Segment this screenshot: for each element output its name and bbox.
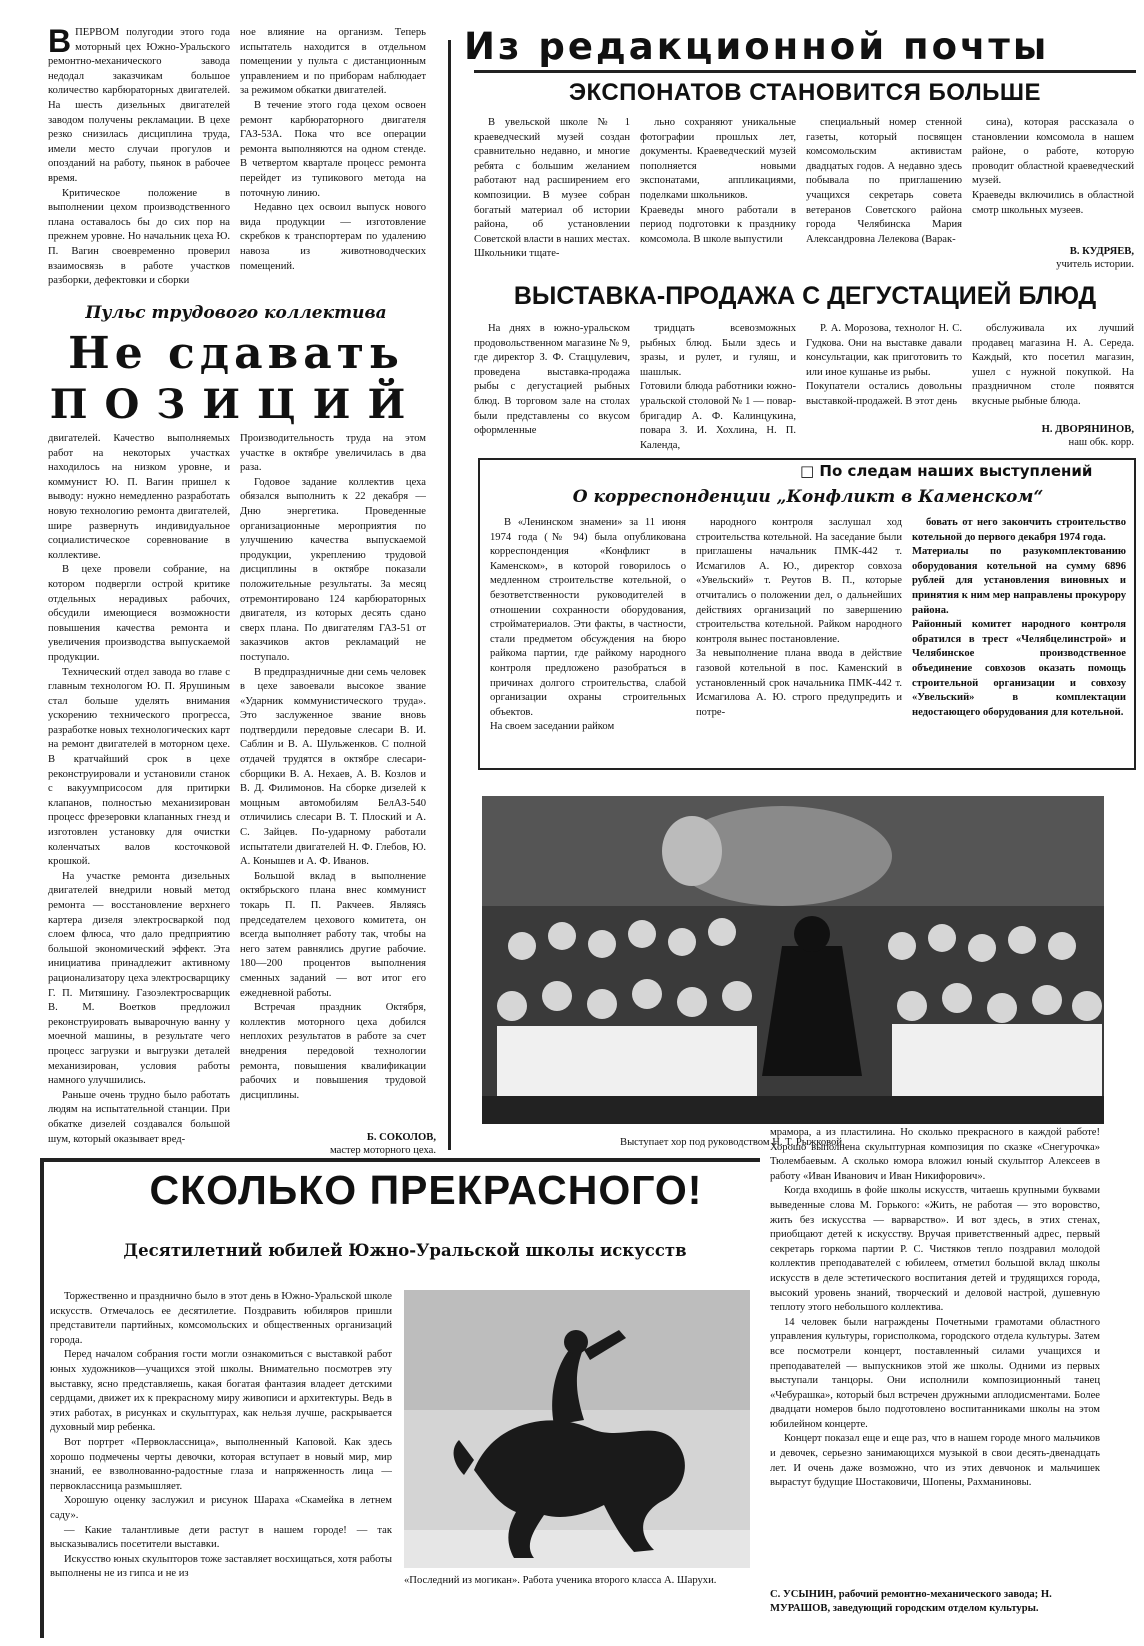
art-paragraph: Торжественно и празднично было в этот день в Южно-Уральской школе искусств. Отмечалось ее десятилетие. Поздравить юбиляров пришли представители партийных, комсомольских и общественных организаций города. (50, 1291, 392, 1346)
sculpture-photo-caption: «Последний из могикан». Работа ученика второго класса А. Шарухи. (404, 1575, 717, 1586)
sculpture-photo-image (404, 1290, 750, 1568)
a1-col-3: специальный номер стенной газеты, который посвящен комсомольским активистам двадцатых годов. А недавно здесь побывала по приглашению учащихся секретарь совета ветеранов Советского района города Челябинска Мария Александровна Лелекова (Варак- (806, 117, 962, 245)
headline-vystavka: ВЫСТАВКА-ПРОДАЖА С ДЕГУСТАЦИЕЙ БЛЮД (513, 282, 1097, 310)
signature-dvoryaninov (972, 423, 1134, 453)
art-paragraph: — Какие талантливые дети растут в нашем городе! — так высказывались посетители выставки. (50, 1524, 392, 1551)
follow-headline: О корреспонденции „Конфликт в Каменском“ (572, 487, 1044, 507)
follow-up-box (478, 458, 1136, 770)
follow-col-3: бовать от него закончить строительство котельной до первого декабря 1974 года. Материалы по разукомплектованию оборудования котельной на сумму 6896 рублей для установления виновных и принятия к ним мер направлены прокурору района. Районный комитет народного контроля обратился в трест «Челябцелинстрой» и Челябинское производственное объединение совхозов оказать помощь строительной организации и совхозу «Увельский» в комплектации недостающего оборудования для котельной. (912, 517, 1126, 718)
headline-skolko: СКОЛЬКО ПРЕКРАСНОГО! (149, 1167, 703, 1213)
art-subhead: Десятилетний юбилей Южно-Уральской школы искусств (123, 1241, 687, 1260)
a1-col-2: льно сохраняют уникальные фотографии прошлых лет, документы. Краеведческий музей пополняется новыми экспонатами, аппликациями, поделками школьников. Краеведы много работали в период подготовки к празднику комсомола. В школе выпустили (640, 117, 796, 245)
signature-name: Б. СОКОЛОВ, (366, 1132, 436, 1143)
col2-paragraph: В предпраздничные дни семь человек в цехе завоевали высокое звание «Ударник коммунистического труда». Это заслуженное звание вновь подтвердили передовые слесари В. И. Саблин и В. А. Шульженков. С полной отдачей трудятся в октябре слесари-сборщики В. А. Нехаев, А. В. Козлов и В. Д. Филимонов. На сборке дизелей к мощным автомобилям БелАЗ-540 отличились слесари В. Т. Плоский и А. С. Зайцев. По-ударному работали испытатели двигателей Н. Ф. Глебов, Ю. А. Конышев и А. Ф. Иванов. (240, 666, 426, 868)
art-paragraph: 14 человек были награждены Почетными грамотами областного управления культуры, горисполкома, городского отдела культуры. Затем все посмотрели концерт, поставленный силами учащихся и преподавателей — выпускников этой же школы. Одними из первых выступали танцоры. Они исполнили композиционный танец «Чебурашка», который был встречен дружными аплодисментами. Более двадцати номеров было подготовлено воспитанниками школы на этом юбилейном концерте. (770, 1316, 1100, 1430)
col1-paragraph: двигателей. Качество выполняемых работ на некоторых участках находилось на низком уровне, и коммунист Ю. П. Вагин пришел к выводу: нужно немедленно разработать новую технологию ремонта двигателей, шире развернуть индивидуальное социалистическое соревнование в коллективе. (48, 433, 230, 561)
headline-pozitsiy: ПОЗИЦИЙ (49, 381, 423, 428)
col1-paragraph: В цехе провели собрание, на котором подвергли острой критике отдельных нерадивых рабочих, обсудили имеющиеся возможности повышения качества ремонта и увеличения производства выпускаемой продукции. (48, 564, 230, 663)
intro-paragraph: ПЕРВОМ полугодии этого года моторный цех Южно-Уральского ремонтно-механического завода недодал заказчикам большое количество карбюраторных двигателей. На шесть дизельных двигателей заводом получены рекламации. В цехе резко снизилась дисциплина труда, имели место случаи прогулов и опозданий на работу, пьянок в рабочее время. (48, 27, 230, 184)
col2-paragraph: Встречая праздник Октября, коллектив моторного цеха добился неплохих результатов в работе за счет внедрения передовой технологии ремонта, повышения квалификации рабочих и повышения трудовой дисциплины. (240, 1002, 426, 1101)
a1-col-1: В увельской школе № 1 краеведческий музей создан сравнительно недавно, и многие ребята с большим желанием работают над расширением его композиции. В музее собран богатый материал об истории района, об установлении Советской власти в наших местах. Школьники тщате- (474, 117, 630, 260)
a2-col-4: обслуживала их лучший продавец магазина Н. А. Середа. Каждый, кто посетил магазин, ушел с нужной покупкой. На праздничном столе появятся вкусные рыбные блюда. (972, 323, 1134, 407)
col2-paragraph: Производительность труда на этом участке в октябре увеличилась в два раза. (240, 433, 426, 474)
intro-paragraph-2: Критическое положение в выполнении цехом производственного плана оставалось бы до сих пор на прежнем уровне. Но начальник цеха Ю. П. Вагин своевременно проверил взаимосвязь в работе участков разборки, дефектовки и сборки (48, 187, 230, 287)
art-paragraph: Перед началом собрания гости могли ознакомиться с выставкой работ юных художников—учащихся этой школы. Внимательно посмотрев эту выставку, ясно представляешь, какая богатая фантазия владеет детскими сердцами, движет их к прекрасному миру живописи и архитектуры. Ведь в этих работах, в рисунках и скульптурах, как нельзя лучше, раскрывается духовный мир ребенка. (50, 1349, 392, 1434)
a2-col-1: На днях в южно-уральском продовольственном магазине № 9, где директор З. Ф. Стаццулевич, проведена выставка-продажа рыбы с дегустацией рыбных блюд. В торговом зале на столах были представлены со вкусом оформленные (474, 323, 630, 437)
signature-sokolov (240, 1131, 436, 1161)
article-col-1 (48, 432, 230, 1157)
signature-name: В. КУДРЯЕВ, (1069, 246, 1134, 257)
choir-photo-caption: Выступает хор под руководством Н. Т. Рыжковой. (620, 1137, 845, 1148)
drop-cap: В (48, 26, 72, 59)
intro-col2-paragraph-1: ное влияние на организм. Теперь испытатель находится в отдельном помещении у пульта с дистанционным управлением и по приборам наблюдает за режимом обкатки двигателей. (240, 27, 426, 97)
intro-col2-paragraph-2: В течение этого года цехом освоен ремонт карбюраторного двигателя ГАЗ-53А. Пока что все операции ремонта выполняются на одном стенде. В четвертом квартале процесс ремонта перейдет из тупикового метода на поточную линию. (240, 99, 426, 199)
headline-eksponatov: ЭКСПОНАТОВ СТАНОВИТСЯ БОЛЬШЕ (568, 79, 1042, 106)
signature-role: мастер моторного цеха. (330, 1145, 436, 1156)
follow-rubric (800, 460, 1134, 482)
col1-paragraph: На участке ремонта дизельных двигателей внедрили новый метод ремонта — восстановление верхнего картера дизеля электросваркой под слоем флюса, что дало предприятию большой экономический эффект. Эта инициатива принадлежит активному рационализатору цеха электросварщику Г. П. Митяшину. Газоэлектросварщик В. М. Воетков предложил реконструировать выварочную ванну у моечной машины, в результате чего процесс загрузки и выгрузки деталей механизирован, условия работы намного улучшились. (48, 870, 230, 1087)
art-signature: С. УСЫНИН, рабочий ремонтно-механического завода; Н. МУРАШОВ, заведующий городским отделом культуры. (770, 1589, 1052, 1614)
choir-photo (482, 796, 1104, 1124)
choir-photo-image (482, 796, 1104, 1124)
intro-col2-paragraph-3: Недавно цех освоил выпуск нового вида продукции — изготовление скребков к транспортерам по удалению навоза из животноводческих помещений. (240, 202, 426, 272)
art-paragraph: Концерт показал еще и еще раз, что в нашем городе много мальчиков и девочек, серьезно занимающихся музыкой в свои десять-двенадцать лет. И очень даже возможно, что из этих девчонок и мальчишек вырастут будущие Шостаковичи, Шопены, Рахманиновы. (770, 1433, 1100, 1489)
follow-col-2: народного контроля заслушал ход строительства котельной. На заседание были приглашены начальник ПМК-442 т. Исмагилов А. Ю., директор совхоза «Увельский» т. Реутов В. П., которые отчитались о положении дел, о дальнейших действиях организаций по завершению строительства котельной. Райком народного контроля вынес постановление. За невыполнение плана ввода в действие газовой котельной в пос. Каменский в установленный срок начальника ПМК-442 т. Исмагилова А. Ю. строго предупредить и потре- (696, 517, 902, 718)
mail-title-rule (474, 70, 1136, 73)
rubric-pulse: Пульс трудового коллектива (85, 303, 387, 323)
col2-paragraph: Большой вклад в выполнение октябрьского плана внес коммунист токарь П. П. Ракчеев. Являясь председателем цехового комитета, он всегда выполняет работу так, чтобы на него затем равнялись другие рабочие. 180—200 процентов выполнения сменных заданий — вот итог его ежедневной работы. (240, 870, 426, 999)
signature-role: наш обк. корр. (1068, 437, 1134, 448)
intro-col-1 (48, 26, 230, 294)
a1-col-4: сина), которая рассказала о становлении комсомола в нашем районе, о работе, которую проводит областной краеведческий музей. Краеведы включились в областной смотр школьных музеев. (972, 117, 1134, 216)
art-paragraph: Искусство юных скульпторов тоже заставляет восхищаться, хотя работы выполнены не из гипса и не из (50, 1553, 392, 1580)
art-left-col (50, 1290, 392, 1630)
intro-col-2 (240, 26, 426, 294)
col1-paragraph: Технический отдел завода во главе с главным технологом Ю. П. Ярушиным стал больше уделять внимания ускорению технического прогресса, разработке новых технологических карт на ремонт двигателей в моторном цехе. В кратчайший срок в цехе реконструировали и установили станок с вакуумприсосом для притирки клапанов, полностью механизирован процесс фрезеровки клапанных гнезд и изготовлен установку для очистки коленчатых валов косточковой крошкой. (48, 666, 230, 868)
a2-col-3: Р. А. Морозова, технолог Н. С. Гудкова. Они на выставке давали консультации, как приготовить то или иное кушанье из рыбы. Покупатели остались довольны выставкой-продажей. В этот день (806, 323, 962, 407)
col2-paragraph: Годовое задание коллектив цеха обязался выполнить к 22 декабря — Дню энергетика. Проведенные организационные мероприятия по улучшению качества выпускаемой продукции, укреплению трудовой дисциплины в октябре показали положительные результаты. За месяц отремонтировано 124 карбюраторных двигателя, из которых десять сдано сверх плана. По двигателям ГАЗ-51 от заказчиков актов рекламаций не поступало. (240, 476, 426, 663)
article-col-2 (240, 432, 426, 1124)
art-paragraph: мрамора, а из пластилина. Но сколько прекрасного в каждой работе! Хорошо выполнена скульптурная композиция по сказке «Снегурочка» Тюлембаевым. А сколько юмора вложил юный скульптор Алексеев в работу «Иван Иванович и Иван Никифорович». (770, 1127, 1100, 1182)
art-paragraph: Хорошую оценку заслужил и рисунок Шараха «Скамейка в летнем саду». (50, 1495, 392, 1521)
art-paragraph: Когда входишь в фойе школы искусств, читаешь крупными буквами выведенные слова М. Горького: «Жить, не работая — это воровство, жить без искусства — варварство». И вот здесь, в этих стенах, приобщают детей к искусству. Вручая приветственный адрес, первый секретарь горкома партии Р. С. Чистяков тепло поздравил молодой коллектив преподавателей с юбилеем, отметил большой вклад школы искусств в деле эстетического воспитания детей и трудящихся города, высокий уровень знаний, творческий и деловой настрой, душевную теплоту этого небольшого коллектива. (770, 1185, 1100, 1314)
follow-col-1: В «Ленинском знамени» за 11 июня 1974 года (№ 94) была опубликована корреспонденция «Конфликт в Каменском», в которой говорилось о медленном строительстве котельной, о безответственности руководителей в отношении сохранности оборудования, стройматериалов. Эти факты, в частности, стали предметом обсуждения на бюро райкома партии, где райкому народного контроля предложено разобраться в причинах долгого строительства, слабой организации охраны строительных объектов. На своем заседании райком (490, 517, 686, 733)
follow-rubric-text: По следам наших выступлений (819, 462, 1093, 480)
signature-kudryaev (972, 245, 1134, 275)
column-rule (448, 40, 451, 1150)
art-right-col (770, 1126, 1100, 1586)
art-paragraph: Вот портрет «Первоклассница», выполненный Каповой. Как здесь хорошо подмечены черты девочки, которая вступает в новый мир, мир знаний, ее взволнованно-радостные глаза и напряженность лица — первоклассница размышляет. (50, 1436, 392, 1492)
headline-ne-sdavat: Не сдавать (68, 328, 404, 379)
section-title-mail: Из редакционной почты (464, 25, 1050, 68)
a2-col-2: тридцать всевозможных рыбных блюд. Были здесь и зразы, и рулет, и гуляш, и шашлык. Готовили блюда работники южно-уральской столовой № 1 — повар-бригадир А. Ф. Калинцукина, повара З. И. Хохлина, Н. П. Календа, (640, 323, 796, 451)
col1-paragraph: Раньше очень трудно было работать людям на испытательной станции. При обкатке дизелей создавался большой шум, который оказывает вред- (48, 1089, 230, 1145)
signature-name: Н. ДВОРЯНИНОВ, (1041, 424, 1134, 435)
signature-role: учитель истории. (1056, 259, 1134, 270)
sculpture-photo (404, 1290, 750, 1568)
square-bullet-icon: □ (800, 462, 820, 480)
